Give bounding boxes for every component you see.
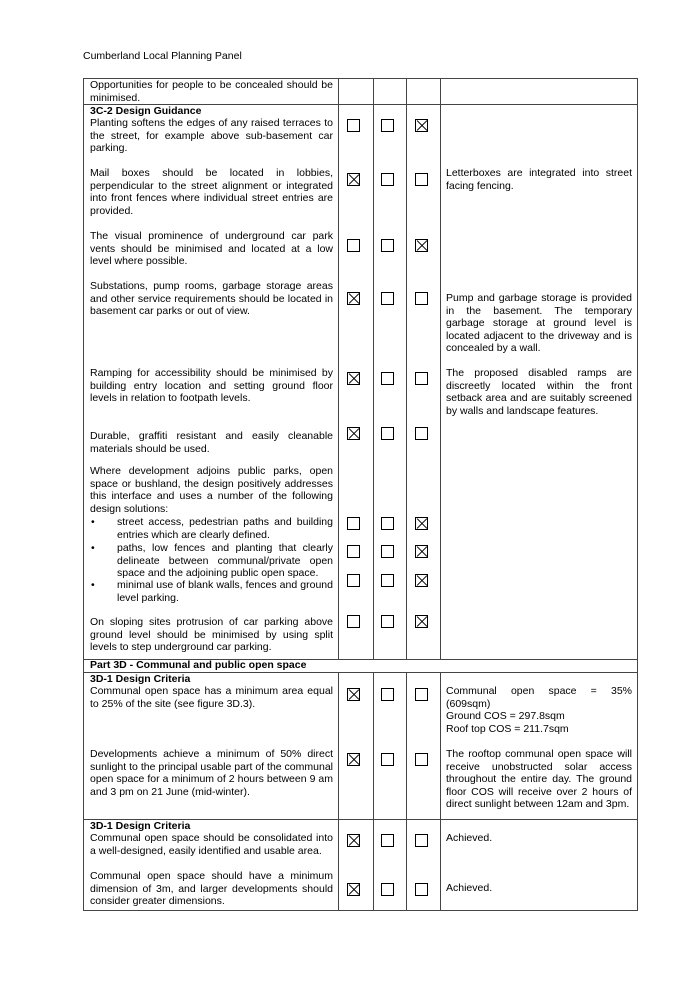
comment-text: Communal open space = 35% (609sqm): [446, 685, 632, 710]
table-row: [84, 672, 637, 819]
checkbox-na[interactable]: [415, 517, 428, 530]
compliance-table: [83, 78, 638, 911]
bullet-text: paths, low fences and planting that clearly delineate between communal/private open space and the adjoining public open space.: [117, 542, 333, 580]
checkbox-no[interactable]: [381, 883, 394, 896]
checkbox-no[interactable]: [381, 427, 394, 440]
checkbox-na[interactable]: [415, 173, 428, 186]
table-row: [84, 78, 637, 104]
checkbox-na[interactable]: [415, 688, 428, 701]
checkbox-na[interactable]: [415, 883, 428, 896]
bullet: •: [91, 516, 95, 528]
criteria-text: Communal open space should have a minimum dimension of 3m, and larger developments should consider greater dimensions.: [90, 870, 333, 908]
checkbox-yes[interactable]: [347, 753, 360, 766]
comment-text: Achieved.: [446, 882, 493, 894]
checkbox-yes[interactable]: [347, 517, 360, 530]
bullet: •: [91, 542, 95, 554]
checkbox-yes[interactable]: [347, 372, 360, 385]
comment-text: Pump and garbage storage is provided in the basement. The temporary garbage storage at ground level is located adjacent to the driveway and is concealed by a wall.: [446, 292, 632, 355]
section-heading: 3D-1 Design Criteria: [90, 673, 191, 685]
checkbox-no[interactable]: [381, 292, 394, 305]
checkbox-yes[interactable]: [347, 883, 360, 896]
table-row: [84, 104, 637, 659]
criteria-text: Communal open space has a minimum area equal to 25% of the site (see figure 3D.3).: [90, 685, 333, 710]
comment-text: Achieved.: [446, 832, 493, 844]
section-heading: 3D-1 Design Criteria: [90, 820, 191, 832]
guidance-text: Planting softens the edges of any raised terraces to the street, for example above sub-basement car parking.: [90, 117, 333, 155]
checkbox-yes[interactable]: [347, 173, 360, 186]
checkbox-yes[interactable]: [347, 688, 360, 701]
criteria-text: Communal open space should be consolidated into a well-designed, easily identified and usable area.: [90, 832, 333, 857]
table-row: [84, 659, 637, 672]
checkbox-yes[interactable]: [347, 545, 360, 558]
parks-intro-text: Where development adjoins public parks, open space or bushland, the design positively addresses this interface and uses a number of the following design solutions:: [90, 465, 333, 515]
checkbox-yes[interactable]: [347, 239, 360, 252]
checkbox-no[interactable]: [381, 239, 394, 252]
checkbox-na[interactable]: [415, 615, 428, 628]
checkbox-na[interactable]: [415, 574, 428, 587]
comment-text: Roof top COS = 211.7sqm: [446, 723, 569, 735]
comment-text: Letterboxes are integrated into street facing fencing.: [446, 167, 632, 192]
checkbox-yes[interactable]: [347, 615, 360, 628]
guidance-text: Mail boxes should be located in lobbies, perpendicular to the street alignment or integrated into front fences where individual street entries are provided.: [90, 167, 333, 217]
checkbox-na[interactable]: [415, 545, 428, 558]
page-header: Cumberland Local Planning Panel: [83, 50, 242, 62]
checkbox-no[interactable]: [381, 615, 394, 628]
comment-text: The proposed disabled ramps are discreetly located within the front setback area and are suitably screened by walls and landscape features.: [446, 367, 632, 417]
comment-text: Ground COS = 297.8sqm: [446, 710, 565, 722]
checkbox-yes[interactable]: [347, 292, 360, 305]
checkbox-no[interactable]: [381, 173, 394, 186]
checkbox-no[interactable]: [381, 753, 394, 766]
checkbox-na[interactable]: [415, 427, 428, 440]
checkbox-no[interactable]: [381, 119, 394, 132]
bullet-text: minimal use of blank walls, fences and ground level parking.: [117, 579, 333, 604]
sloping-text: On sloping sites protrusion of car parking above ground level should be minimised by using split levels to step underground car parking.: [90, 616, 333, 654]
part-heading: Part 3D - Communal and public open space: [90, 659, 307, 671]
checkbox-yes[interactable]: [347, 427, 360, 440]
concealment-text: Opportunities for people to be concealed should be minimised.: [90, 79, 333, 104]
checkbox-no[interactable]: [381, 545, 394, 558]
checkbox-no[interactable]: [381, 574, 394, 587]
criteria-text: Developments achieve a minimum of 50% direct sunlight to the principal usable part of the communal open space for a minimum of 2 hours between 9 am and 3 pm on 21 June (mid-winter).: [90, 748, 333, 798]
checkbox-na[interactable]: [415, 372, 428, 385]
guidance-text: Durable, graffiti resistant and easily cleanable materials should be used.: [90, 430, 333, 455]
checkbox-no[interactable]: [381, 834, 394, 847]
checkbox-na[interactable]: [415, 753, 428, 766]
checkbox-na[interactable]: [415, 239, 428, 252]
checkbox-yes[interactable]: [347, 574, 360, 587]
guidance-text: The visual prominence of underground car park vents should be minimised and located at a low level where possible.: [90, 230, 333, 268]
checkbox-no[interactable]: [381, 517, 394, 530]
bullet-text: street access, pedestrian paths and building entries which are clearly defined.: [117, 516, 333, 541]
checkbox-yes[interactable]: [347, 119, 360, 132]
checkbox-na[interactable]: [415, 119, 428, 132]
guidance-text: Ramping for accessibility should be minimised by building entry location and setting ground floor levels in relation to footpath levels.: [90, 367, 333, 405]
checkbox-na[interactable]: [415, 292, 428, 305]
comment-text: The rooftop communal open space will receive unobstructed solar access throughout the entire day. The ground floor COS will receive over 2 hours of direct sunlight between 12am and 3pm.: [446, 748, 632, 811]
checkbox-no[interactable]: [381, 372, 394, 385]
bullet: •: [91, 579, 95, 591]
checkbox-yes[interactable]: [347, 834, 360, 847]
checkbox-no[interactable]: [381, 688, 394, 701]
section-heading: 3C-2 Design Guidance: [90, 105, 202, 117]
checkbox-na[interactable]: [415, 834, 428, 847]
table-row: [84, 819, 637, 910]
guidance-text: Substations, pump rooms, garbage storage areas and other service requirements should be located in basement car parks or out of view.: [90, 280, 333, 318]
